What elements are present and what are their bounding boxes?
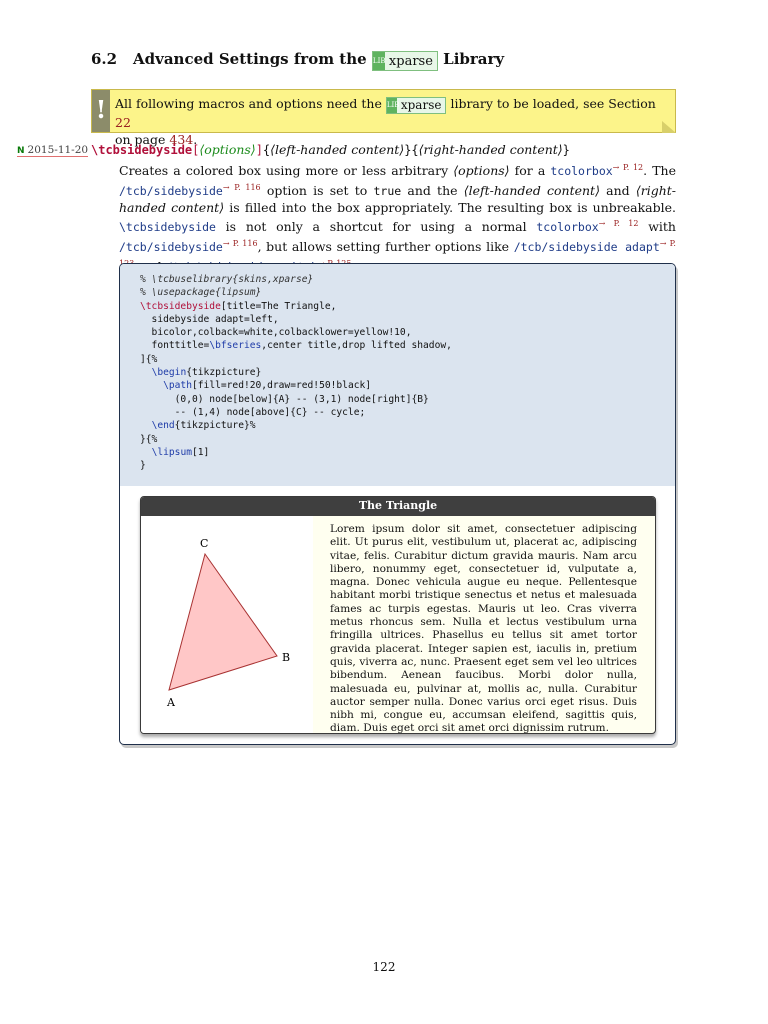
code-token: \tcbsidebyside	[140, 300, 221, 312]
code-token: ,center title,drop lifted shadow,	[261, 340, 452, 352]
code-line: }{%	[140, 433, 158, 445]
desc-keyword: true	[373, 183, 402, 198]
code-token	[140, 380, 163, 391]
section-title-end: Library	[443, 50, 505, 68]
code-line: % \usepackage{lipsum}	[140, 287, 262, 299]
code-token: [title=The Triangle,	[220, 300, 337, 312]
label-c: C	[200, 537, 209, 550]
code-token: [fill=red!20,draw=red!50!black]	[192, 380, 372, 392]
box-upper-part	[141, 516, 313, 734]
section-title-start: Advanced Settings from the	[133, 50, 367, 68]
command-signature: \tcbsidebyside[⟨options⟩]{⟨left-handed content⟩}{⟨right-handed content⟩}	[91, 142, 570, 157]
options-arg: ⟨options⟩	[199, 142, 256, 157]
code-line: }	[140, 460, 146, 472]
section-number: 6.2	[91, 50, 118, 68]
label-a: A	[167, 696, 175, 709]
notice-box	[91, 89, 676, 147]
notice-text-part: All following macros and options need the	[115, 96, 382, 111]
new-date: 2015-11-20	[27, 144, 89, 156]
code-token: \lipsum	[151, 446, 192, 458]
code-token: [1]	[192, 446, 210, 458]
box-lower-text: Lorem ipsum dolor sit amet, consectetuer adipiscing elit. Ut purus elit, vestibulum ut, placerat ac, adipiscing vitae, felis. Curabitur dictum gravida mauris. Nam arcu libero, nonummy eget, consectetuer id, vulputate a, magna. Donec vehicula augue eu neque. Pellentesque habitant morbi tristique senectus et netus et malesuada fames ac turpis egestas. Mauris ut leo. Cras viverra metus rhoncus sem. Nulla et lectus vestibulum urna fringilla ultrices. Phasellus eu tellus sit amet tortor gravida placerat. Integer sapien est, iaculis in, pretium quis, viverra ac, nunc. Praesent eget sem vel leo ultrices bibendum. Aenean faucibus. Morbi dolor nulla, malesuada eu, pulvinar at, mollis ac, nulla. Curabitur auctor semper nulla. Donec varius orci eget risus. Duis nibh mi, congue eu, accumsan eleifend, sagittis quis, diam. Duis eget orci sit amet orci dignissim rutrum.	[330, 523, 637, 734]
command-link[interactable]: \tcbsidebyside	[119, 220, 216, 235]
desc-arg: ⟨options⟩	[453, 163, 510, 179]
code-listing	[120, 264, 675, 486]
code-line: (0,0) node[below]{A} -- (3,1) node[right]{B}	[140, 393, 429, 405]
triangle-figure	[141, 516, 313, 734]
code-token: \begin	[151, 367, 187, 379]
code-token: {tikzpicture}	[186, 367, 262, 379]
desc-text: Creates a colored box using more or less arbitrary	[119, 163, 449, 179]
library-icon: LIB	[387, 98, 397, 113]
command-description	[119, 160, 676, 275]
page-ref[interactable]: → P. 116	[222, 182, 261, 192]
command-name: \tcbsidebyside	[91, 143, 193, 157]
sidebyside-link[interactable]: /tcb/sidebyside	[119, 240, 223, 254]
right-arg: ⟨right-handed content⟩	[418, 142, 563, 157]
desc-arg: ⟨right-handed content⟩	[119, 182, 676, 215]
new-marker: N	[17, 146, 25, 156]
page-ref[interactable]: → P. 12	[598, 219, 639, 229]
page-fold	[662, 121, 676, 133]
code-token: \end	[151, 420, 175, 432]
desc-text: . The	[643, 163, 676, 179]
desc-text: and the	[407, 182, 458, 198]
desc-text: , but allows setting further options like	[257, 239, 510, 254]
code-token: \path	[163, 380, 192, 392]
rendered-tcolorbox	[140, 496, 656, 734]
page-number: 122	[372, 960, 396, 974]
desc-text: with	[648, 219, 676, 235]
page-ref[interactable]: → P. 116	[222, 238, 258, 248]
new-since-tag	[17, 144, 88, 157]
box-title: The Triangle	[141, 497, 655, 516]
notice-text-part: library to be loaded, see Section	[450, 96, 656, 111]
notice-text	[115, 95, 670, 148]
notice-text-part: .	[193, 132, 198, 147]
triangle-shape	[169, 554, 277, 690]
library-name: xparse	[388, 53, 433, 69]
code-token: \bfseries	[209, 340, 262, 352]
code-line: -- (1,4) node[above]{C} -- cycle;	[140, 406, 366, 418]
sidebyside-adapt-link[interactable]: /tcb/sidebyside adapt	[513, 240, 660, 254]
code-line: bicolor,colback=white,colbacklower=yellow!10,	[140, 327, 412, 339]
tcolorbox-link[interactable]: tcolorbox	[536, 220, 599, 235]
code-token: {tikzpicture}%	[174, 420, 256, 432]
section-heading	[91, 50, 504, 71]
exclamation-icon: !	[92, 90, 110, 132]
code-token	[140, 367, 152, 378]
desc-text: is not only a shortcut for using a normal	[225, 219, 527, 235]
notice-text-part: on page	[115, 132, 166, 147]
code-token: fonttitle=	[140, 340, 210, 352]
example-box	[119, 263, 676, 745]
page-ref[interactable]: → P. 12	[612, 163, 644, 172]
page-ref[interactable]: → P.	[659, 238, 676, 248]
code-token	[140, 420, 152, 431]
code-token	[140, 447, 152, 458]
section-link[interactable]: 22	[115, 115, 131, 130]
desc-text: is filled into the box appropriately. The resulting box is unbreakable.	[229, 199, 676, 215]
code-line: sidebyside adapt=left,	[140, 313, 279, 325]
left-arg: ⟨left-handed content⟩	[270, 142, 405, 157]
code-block	[140, 273, 452, 472]
code-line: ]{%	[140, 353, 158, 365]
library-tag[interactable]	[386, 97, 447, 114]
code-line: % \tcbuselibrary{skins,xparse}	[140, 274, 314, 285]
page-link[interactable]: 434	[169, 132, 194, 147]
desc-text: option is set to	[266, 182, 368, 198]
desc-arg: ⟨left-handed content⟩	[463, 182, 600, 198]
library-tag[interactable]	[372, 51, 438, 71]
desc-text: for a	[514, 163, 546, 179]
library-icon: LIB	[373, 52, 385, 70]
sidebyside-link[interactable]: /tcb/sidebyside	[119, 183, 223, 198]
library-name: xparse	[400, 98, 442, 112]
desc-text: and	[606, 182, 630, 198]
tcolorbox-link[interactable]: tcolorbox	[550, 164, 613, 179]
label-b: B	[282, 651, 291, 664]
